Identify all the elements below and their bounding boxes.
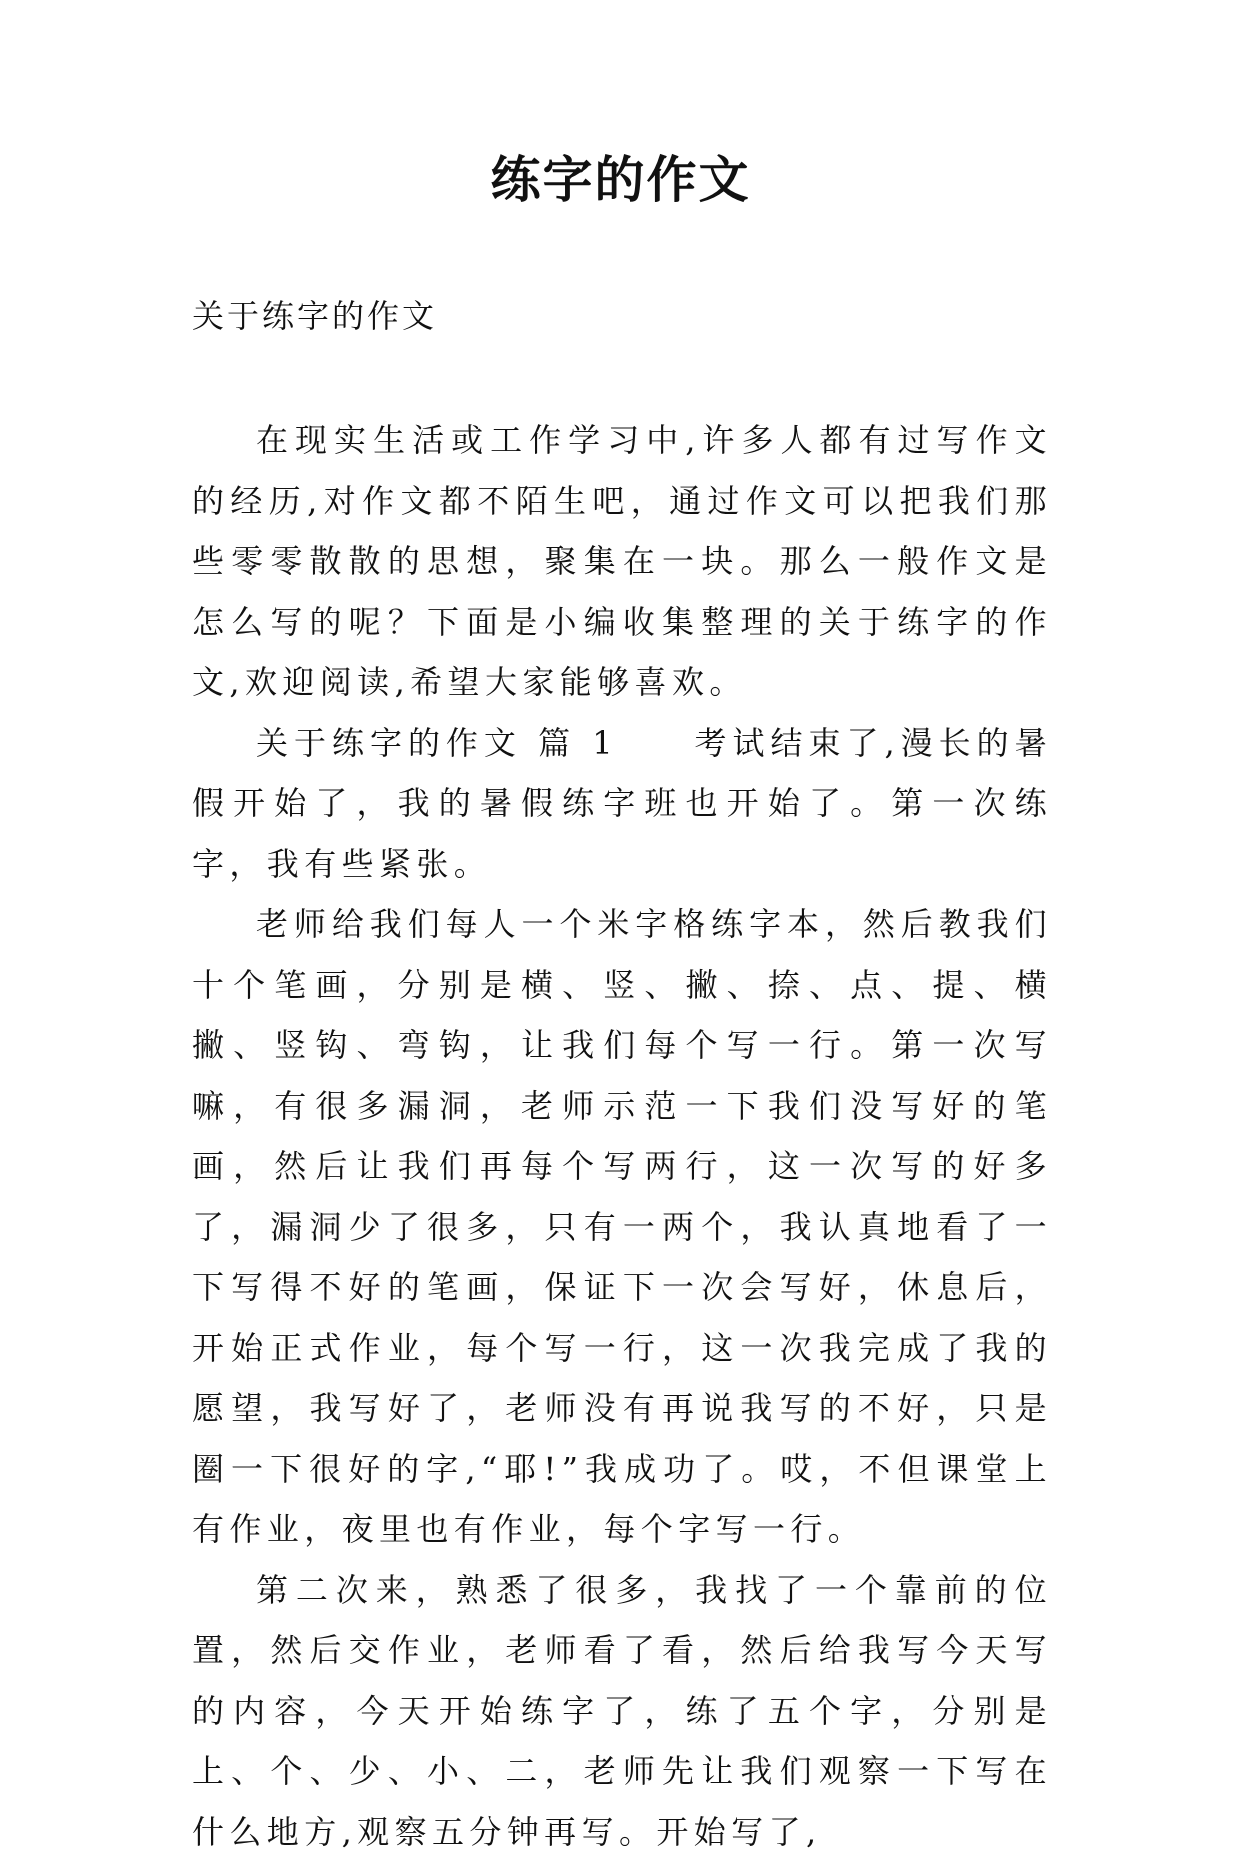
- document-title: 练字的作文: [0, 148, 1241, 212]
- document-body: [192, 410, 1052, 1862]
- paragraph-second-lesson: 第二次来，熟悉了很多，我找了一个靠前的位置，然后交作业，老师看了看，然后给我写今天写的内容，今天开始练字了，练了五个字，分别是上、个、少、小、二，老师先让我们观察一下写在什么地方,观察五分钟再写。开始写了,: [192, 1560, 1052, 1862]
- paragraph-part-1: 关于练字的作文 篇 1 考试结束了,漫长的暑假开始了，我的暑假练字班也开始了。第一次练字，我有些紧张。: [192, 713, 1052, 895]
- paragraph-intro: 在现实生活或工作学习中,许多人都有过写作文的经历,对作文都不陌生吧，通过作文可以把我们那些零零散散的思想，聚集在一块。那么一般作文是怎么写的呢？下面是小编收集整理的关于练字的作文,欢迎阅读,希望大家能够喜欢。: [192, 410, 1052, 713]
- document-subtitle: 关于练字的作文: [192, 292, 437, 340]
- paragraph-practice-strokes: 老师给我们每人一个米字格练字本，然后教我们十个笔画，分别是横、竖、撇、捺、点、提、横撇、竖钩、弯钩，让我们每个写一行。第一次写嘛，有很多漏洞，老师示范一下我们没写好的笔画，然后让我们再每个写两行，这一次写的好多了，漏洞少了很多，只有一两个，我认真地看了一下写得不好的笔画，保证下一次会写好，休息后，开始正式作业，每个写一行，这一次我完成了我的愿望，我写好了，老师没有再说我写的不好，只是圈一下很好的字,“耶!”我成功了。哎，不但课堂上有作业，夜里也有作业，每个字写一行。: [192, 894, 1052, 1560]
